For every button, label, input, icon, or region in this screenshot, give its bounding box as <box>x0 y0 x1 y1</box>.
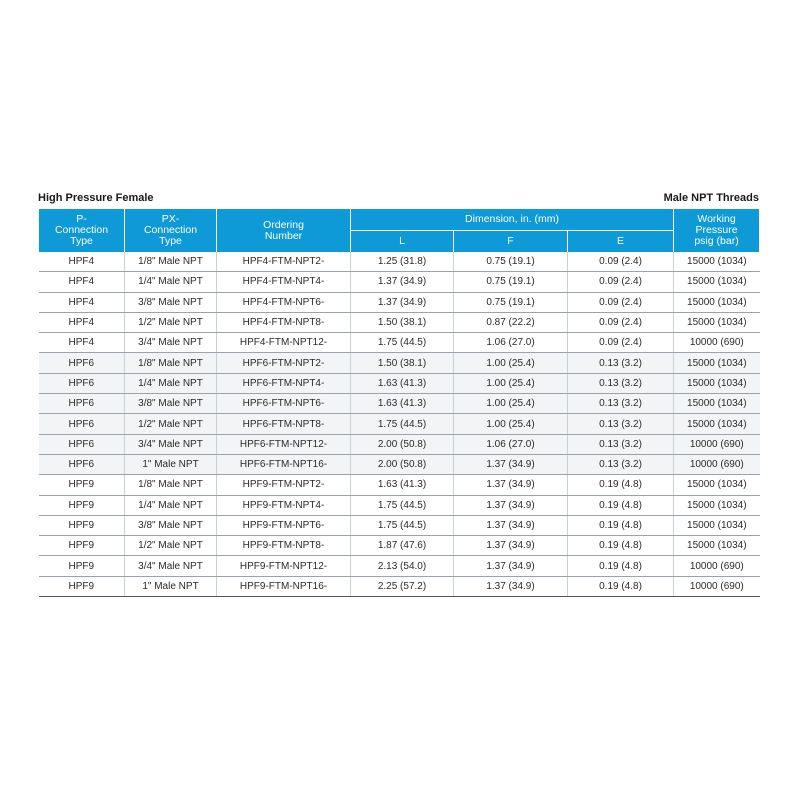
cell-px-connection-type: 1" Male NPT <box>125 576 217 596</box>
cell-dimension-e: 0.13 (3.2) <box>568 454 674 474</box>
cell-dimension-e: 0.13 (3.2) <box>568 373 674 393</box>
table-row <box>39 312 760 332</box>
cell-p-connection-type: HPF6 <box>39 353 125 373</box>
cell-ordering-number: HPF4-FTM-NPT2- <box>217 252 351 272</box>
table-row <box>39 495 760 515</box>
cell-dimension-f: 0.75 (19.1) <box>454 252 568 272</box>
cell-working-pressure: 10000 (690) <box>674 434 760 454</box>
cell-working-pressure: 15000 (1034) <box>674 515 760 535</box>
cell-ordering-number: HPF9-FTM-NPT6- <box>217 515 351 535</box>
cell-p-connection-type: HPF6 <box>39 454 125 474</box>
cell-px-connection-type: 3/4" Male NPT <box>125 434 217 454</box>
cell-px-connection-type: 1/2" Male NPT <box>125 414 217 434</box>
header-px-connection-type: PX- Connection Type <box>125 209 217 252</box>
cell-working-pressure: 15000 (1034) <box>674 394 760 414</box>
cell-working-pressure: 15000 (1034) <box>674 272 760 292</box>
cell-p-connection-type: HPF4 <box>39 292 125 312</box>
cell-dimension-e: 0.09 (2.4) <box>568 312 674 332</box>
cell-p-connection-type: HPF6 <box>39 434 125 454</box>
cell-dimension-e: 0.13 (3.2) <box>568 394 674 414</box>
cell-dimension-l: 1.75 (44.5) <box>351 414 454 434</box>
cell-ordering-number: HPF4-FTM-NPT4- <box>217 272 351 292</box>
cell-dimension-l: 1.87 (47.6) <box>351 536 454 556</box>
cell-dimension-e: 0.19 (4.8) <box>568 495 674 515</box>
cell-dimension-e: 0.13 (3.2) <box>568 434 674 454</box>
cell-working-pressure: 10000 (690) <box>674 576 760 596</box>
cell-p-connection-type: HPF6 <box>39 414 125 434</box>
table-row <box>39 333 760 353</box>
table-title: High Pressure Female <box>38 192 154 204</box>
header-ordering-number: Ordering Number <box>217 209 351 252</box>
cell-px-connection-type: 3/4" Male NPT <box>125 556 217 576</box>
cell-dimension-f: 1.37 (34.9) <box>454 576 568 596</box>
table-row <box>39 515 760 535</box>
cell-px-connection-type: 3/4" Male NPT <box>125 333 217 353</box>
cell-px-connection-type: 1/2" Male NPT <box>125 536 217 556</box>
cell-dimension-l: 1.63 (41.3) <box>351 394 454 414</box>
cell-dimension-l: 1.63 (41.3) <box>351 475 454 495</box>
cell-dimension-l: 2.25 (57.2) <box>351 576 454 596</box>
cell-p-connection-type: HPF4 <box>39 252 125 272</box>
cell-dimension-l: 1.37 (34.9) <box>351 292 454 312</box>
cell-working-pressure: 15000 (1034) <box>674 414 760 434</box>
table-row <box>39 556 760 576</box>
cell-dimension-f: 1.00 (25.4) <box>454 394 568 414</box>
cell-p-connection-type: HPF9 <box>39 475 125 495</box>
cell-p-connection-type: HPF6 <box>39 373 125 393</box>
fittings-table <box>38 209 760 597</box>
cell-p-connection-type: HPF9 <box>39 576 125 596</box>
cell-ordering-number: HPF6-FTM-NPT8- <box>217 414 351 434</box>
cell-dimension-l: 2.00 (50.8) <box>351 454 454 474</box>
cell-dimension-f: 1.37 (34.9) <box>454 454 568 474</box>
cell-dimension-e: 0.19 (4.8) <box>568 515 674 535</box>
cell-px-connection-type: 3/8" Male NPT <box>125 515 217 535</box>
cell-dimension-f: 1.37 (34.9) <box>454 475 568 495</box>
cell-p-connection-type: HPF9 <box>39 556 125 576</box>
table-row <box>39 536 760 556</box>
cell-px-connection-type: 1" Male NPT <box>125 454 217 474</box>
cell-ordering-number: HPF9-FTM-NPT8- <box>217 536 351 556</box>
cell-ordering-number: HPF6-FTM-NPT16- <box>217 454 351 474</box>
cell-px-connection-type: 1/2" Male NPT <box>125 312 217 332</box>
cell-working-pressure: 10000 (690) <box>674 556 760 576</box>
table-row <box>39 353 760 373</box>
header-dimension-e: E <box>568 231 674 253</box>
cell-dimension-f: 1.37 (34.9) <box>454 495 568 515</box>
cell-working-pressure: 10000 (690) <box>674 333 760 353</box>
cell-dimension-e: 0.09 (2.4) <box>568 333 674 353</box>
cell-dimension-l: 1.75 (44.5) <box>351 495 454 515</box>
table-row <box>39 394 760 414</box>
cell-working-pressure: 15000 (1034) <box>674 536 760 556</box>
cell-dimension-e: 0.09 (2.4) <box>568 252 674 272</box>
table-row <box>39 292 760 312</box>
cell-dimension-l: 1.75 (44.5) <box>351 333 454 353</box>
table-row <box>39 454 760 474</box>
cell-px-connection-type: 1/8" Male NPT <box>125 475 217 495</box>
cell-working-pressure: 15000 (1034) <box>674 373 760 393</box>
cell-ordering-number: HPF6-FTM-NPT2- <box>217 353 351 373</box>
cell-dimension-l: 1.63 (41.3) <box>351 373 454 393</box>
cell-px-connection-type: 1/8" Male NPT <box>125 353 217 373</box>
header-dimension-f: F <box>454 231 568 253</box>
spec-sheet <box>38 190 759 597</box>
cell-working-pressure: 15000 (1034) <box>674 292 760 312</box>
table-row <box>39 373 760 393</box>
cell-dimension-f: 0.75 (19.1) <box>454 272 568 292</box>
table-row <box>39 576 760 596</box>
cell-ordering-number: HPF9-FTM-NPT2- <box>217 475 351 495</box>
cell-dimension-e: 0.19 (4.8) <box>568 475 674 495</box>
cell-ordering-number: HPF6-FTM-NPT4- <box>217 373 351 393</box>
cell-working-pressure: 15000 (1034) <box>674 495 760 515</box>
cell-ordering-number: HPF4-FTM-NPT6- <box>217 292 351 312</box>
table-body <box>39 252 760 597</box>
cell-dimension-e: 0.09 (2.4) <box>568 272 674 292</box>
thread-type-title: Male NPT Threads <box>663 192 759 204</box>
cell-dimension-f: 1.00 (25.4) <box>454 353 568 373</box>
cell-dimension-f: 1.37 (34.9) <box>454 536 568 556</box>
cell-working-pressure: 15000 (1034) <box>674 252 760 272</box>
cell-p-connection-type: HPF4 <box>39 312 125 332</box>
cell-dimension-f: 1.37 (34.9) <box>454 515 568 535</box>
cell-p-connection-type: HPF6 <box>39 394 125 414</box>
cell-dimension-l: 1.50 (38.1) <box>351 353 454 373</box>
cell-dimension-e: 0.19 (4.8) <box>568 556 674 576</box>
cell-dimension-f: 1.00 (25.4) <box>454 414 568 434</box>
header-working-pressure: Working Pressure psig (bar) <box>674 209 760 252</box>
cell-ordering-number: HPF9-FTM-NPT12- <box>217 556 351 576</box>
cell-dimension-e: 0.19 (4.8) <box>568 576 674 596</box>
table-row <box>39 434 760 454</box>
cell-dimension-l: 1.37 (34.9) <box>351 272 454 292</box>
cell-ordering-number: HPF9-FTM-NPT16- <box>217 576 351 596</box>
header-dimension-group: Dimension, in. (mm) <box>351 209 674 231</box>
cell-dimension-f: 1.00 (25.4) <box>454 373 568 393</box>
cell-p-connection-type: HPF9 <box>39 495 125 515</box>
cell-working-pressure: 15000 (1034) <box>674 312 760 332</box>
cell-dimension-e: 0.09 (2.4) <box>568 292 674 312</box>
cell-p-connection-type: HPF4 <box>39 333 125 353</box>
table-row <box>39 252 760 272</box>
cell-p-connection-type: HPF4 <box>39 272 125 292</box>
table-row <box>39 272 760 292</box>
table-row <box>39 414 760 434</box>
table-row <box>39 475 760 495</box>
cell-dimension-l: 1.50 (38.1) <box>351 312 454 332</box>
cell-ordering-number: HPF6-FTM-NPT6- <box>217 394 351 414</box>
cell-dimension-l: 1.75 (44.5) <box>351 515 454 535</box>
cell-px-connection-type: 3/8" Male NPT <box>125 394 217 414</box>
cell-p-connection-type: HPF9 <box>39 515 125 535</box>
cell-dimension-l: 2.00 (50.8) <box>351 434 454 454</box>
cell-p-connection-type: HPF9 <box>39 536 125 556</box>
cell-working-pressure: 15000 (1034) <box>674 353 760 373</box>
cell-dimension-e: 0.19 (4.8) <box>568 536 674 556</box>
header-p-connection-type: P- Connection Type <box>39 209 125 252</box>
cell-dimension-f: 1.06 (27.0) <box>454 333 568 353</box>
cell-ordering-number: HPF9-FTM-NPT4- <box>217 495 351 515</box>
cell-working-pressure: 10000 (690) <box>674 454 760 474</box>
cell-px-connection-type: 1/4" Male NPT <box>125 495 217 515</box>
cell-dimension-f: 0.87 (22.2) <box>454 312 568 332</box>
title-bar <box>38 190 759 204</box>
cell-px-connection-type: 1/8" Male NPT <box>125 252 217 272</box>
cell-dimension-f: 0.75 (19.1) <box>454 292 568 312</box>
cell-working-pressure: 15000 (1034) <box>674 475 760 495</box>
cell-ordering-number: HPF6-FTM-NPT12- <box>217 434 351 454</box>
cell-dimension-l: 2.13 (54.0) <box>351 556 454 576</box>
cell-px-connection-type: 1/4" Male NPT <box>125 272 217 292</box>
cell-dimension-f: 1.37 (34.9) <box>454 556 568 576</box>
cell-dimension-f: 1.06 (27.0) <box>454 434 568 454</box>
header-dimension-l: L <box>351 231 454 253</box>
cell-px-connection-type: 1/4" Male NPT <box>125 373 217 393</box>
cell-dimension-e: 0.13 (3.2) <box>568 353 674 373</box>
cell-px-connection-type: 3/8" Male NPT <box>125 292 217 312</box>
table-header <box>39 209 760 252</box>
cell-ordering-number: HPF4-FTM-NPT8- <box>217 312 351 332</box>
cell-dimension-l: 1.25 (31.8) <box>351 252 454 272</box>
cell-ordering-number: HPF4-FTM-NPT12- <box>217 333 351 353</box>
cell-dimension-e: 0.13 (3.2) <box>568 414 674 434</box>
